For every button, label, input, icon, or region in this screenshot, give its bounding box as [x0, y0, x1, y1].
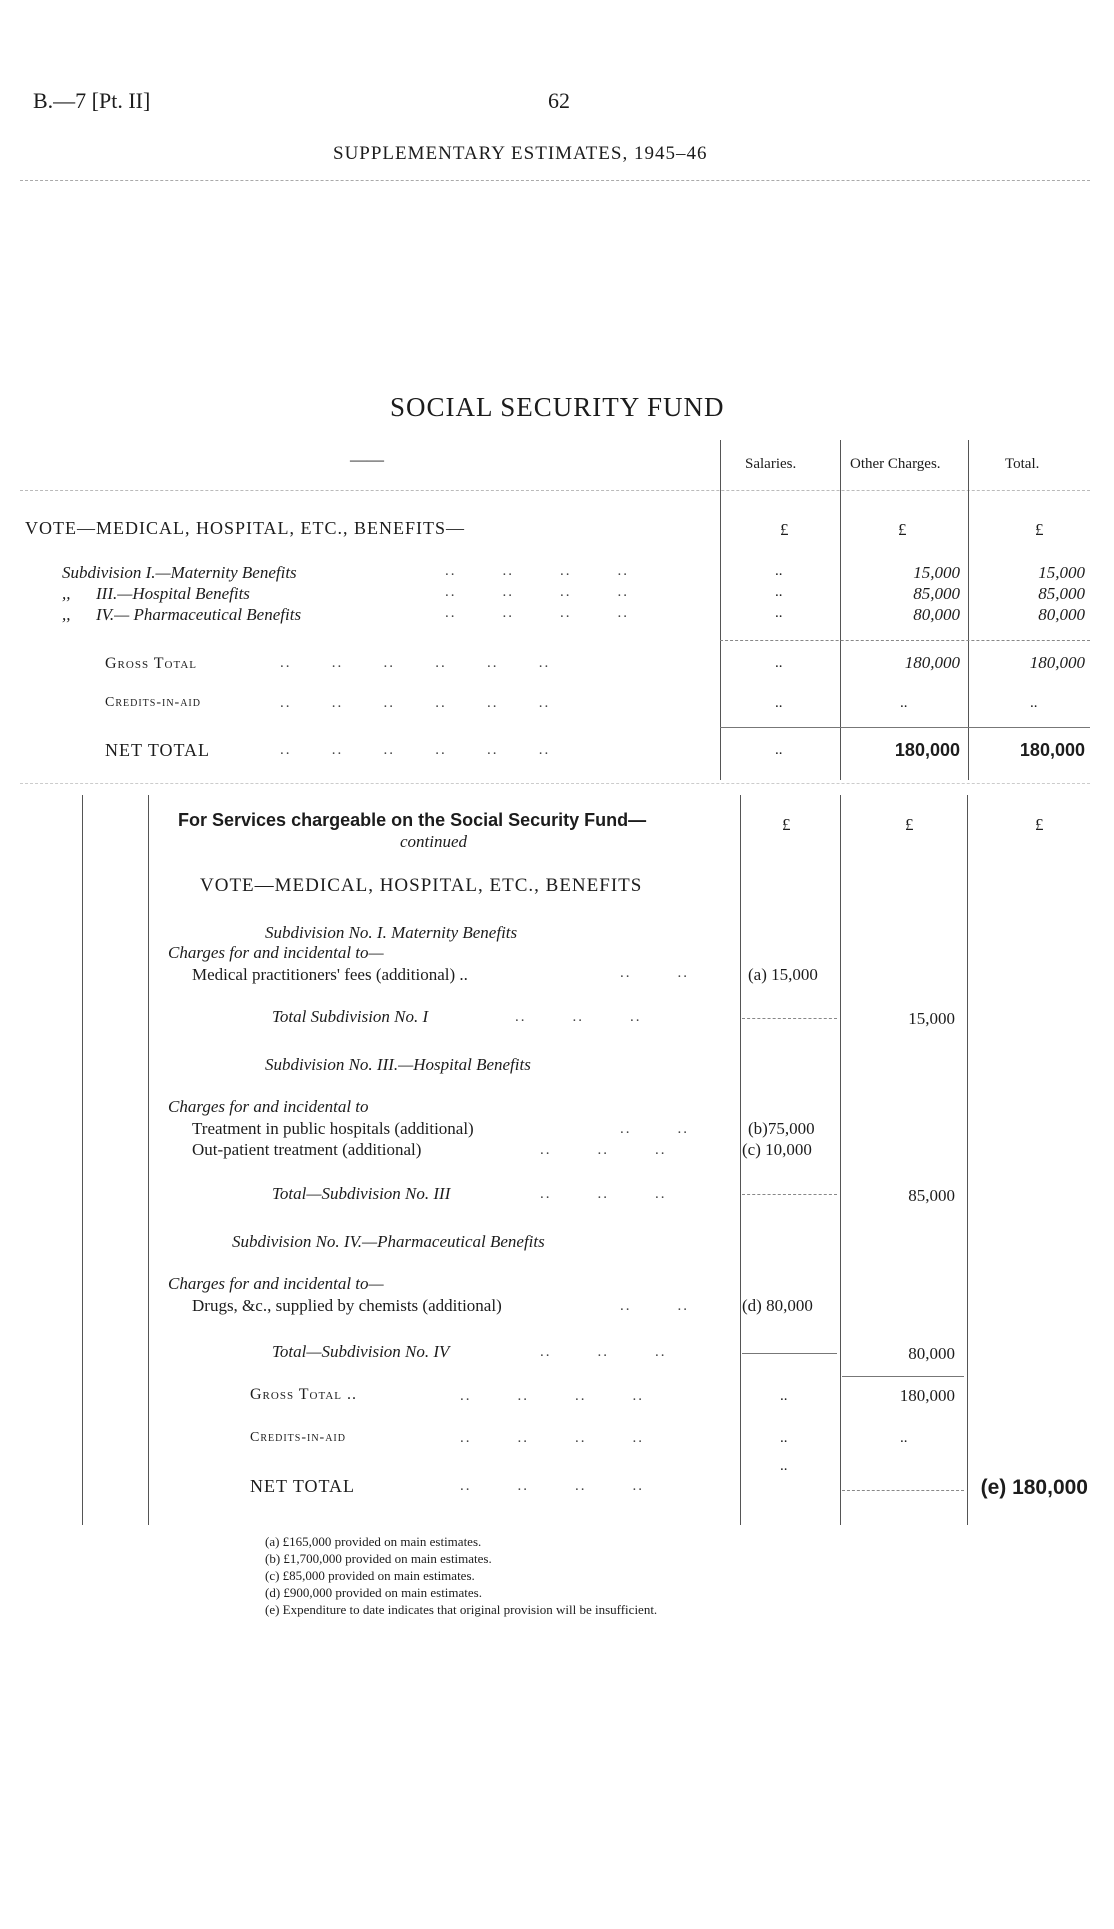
footnote: (c) £85,000 provided on main estimates.: [265, 1568, 475, 1583]
salaries-cell: ..: [775, 655, 783, 671]
footnote: (a) £165,000 provided on main estimates.: [265, 1534, 482, 1549]
charges-heading: Charges for and incidental to: [168, 1097, 369, 1116]
row-label: Credits-in-aid: [105, 695, 201, 710]
row-label: ,, III.—Hospital Benefits: [62, 584, 250, 603]
header-rule: [20, 180, 1090, 181]
total-cell: 15,000: [1038, 563, 1085, 582]
subdivision-title: Subdivision No. III.—Hospital Benefits: [265, 1055, 531, 1074]
other-charges-cell: 85,000: [913, 584, 960, 603]
column-rule: [840, 440, 841, 780]
section-heading: For Services chargeable on the Social Security Fund—: [178, 810, 647, 830]
charges-heading: Charges for and incidental to—: [168, 1274, 384, 1293]
salaries-cell: ..: [780, 1458, 788, 1474]
line-item-value: (d) 80,000: [742, 1296, 813, 1315]
currency-symbol: £: [905, 815, 914, 834]
subdivision-title: Subdivision No. I. Maternity Benefits: [265, 923, 518, 942]
total-cell: ..: [1030, 695, 1038, 711]
subtotal-rule: [742, 1194, 837, 1195]
subdivision-total-label: Total—Subdivision No. IV: [272, 1342, 450, 1361]
total-cell: 180,000: [1019, 740, 1085, 760]
currency-symbol: £: [1035, 520, 1044, 539]
total-cell: 80,000: [1038, 605, 1085, 624]
page-number: 62: [548, 88, 570, 113]
net-total-rule: [720, 727, 1090, 728]
column-rule: [967, 795, 968, 1525]
currency-symbol: £: [898, 520, 907, 539]
other-charges-cell: 180,000: [899, 1386, 955, 1405]
salaries-cell: ..: [775, 584, 783, 600]
line-item-label: Out-patient treatment (additional): [192, 1140, 422, 1159]
row-label: NET TOTAL: [250, 1476, 356, 1496]
document-reference: B.—7 [Pt. II]: [33, 88, 151, 113]
column-dash: ——: [350, 450, 384, 469]
column-header-salaries: Salaries.: [745, 456, 797, 472]
page-title: SUPPLEMENTARY ESTIMATES, 1945–46: [333, 143, 708, 164]
subdivision-total-value: 80,000: [908, 1344, 955, 1363]
row-label: ,, IV.— Pharmaceutical Benefits: [62, 605, 302, 624]
salaries-cell: ..: [775, 742, 783, 758]
line-item-label: Drugs, &c., supplied by chemists (additional): [192, 1296, 502, 1315]
other-charges-cell: 80,000: [913, 605, 960, 624]
header-rule: [20, 490, 1090, 491]
footnote: (e) Expenditure to date indicates that original provision will be insufficient.: [265, 1602, 658, 1617]
line-item-label: Treatment in public hospitals (additional): [192, 1119, 474, 1138]
total-cell: (e) 180,000: [980, 1476, 1088, 1499]
row-label: NET TOTAL: [105, 740, 211, 760]
salaries-cell: ..: [775, 563, 783, 579]
charges-heading: Charges for and incidental to—: [168, 943, 384, 962]
column-rule: [840, 795, 841, 1525]
other-charges-cell: ..: [900, 1430, 908, 1446]
line-item-value: (b)75,000: [748, 1119, 815, 1138]
column-header-total: Total.: [1005, 456, 1040, 472]
other-charges-cell: 180,000: [904, 653, 960, 672]
other-charges-cell: 180,000: [894, 740, 960, 760]
footnote: (b) £1,700,000 provided on main estimates.: [265, 1551, 492, 1566]
currency-symbol: £: [1035, 815, 1044, 834]
line-item-value: (c) 10,000: [742, 1140, 812, 1159]
currency-symbol: £: [780, 520, 789, 539]
subtotal-rule: [720, 640, 1090, 641]
section-heading-continued: continued: [400, 832, 468, 851]
vote-heading: VOTE—MEDICAL, HOSPITAL, ETC., BENEFITS—: [25, 518, 466, 538]
salaries-cell: ..: [780, 1430, 788, 1446]
margin-rule: [82, 795, 83, 1525]
subtotal-rule: [742, 1018, 837, 1019]
fund-title: SOCIAL SECURITY FUND: [390, 392, 725, 422]
net-total-rule: [842, 1490, 964, 1491]
row-label: Subdivision I.—Maternity Benefits: [62, 563, 297, 582]
line-item-label: Medical practitioners' fees (additional) ..: [192, 965, 468, 984]
footnote: (d) £900,000 provided on main estimates.: [265, 1585, 482, 1600]
subdivision-total-label: Total Subdivision No. I: [272, 1007, 429, 1026]
line-item-value: (a) 15,000: [748, 965, 818, 984]
row-label: Gross Total ..: [250, 1386, 358, 1403]
total-cell: 180,000: [1029, 653, 1085, 672]
column-rule: [968, 440, 969, 780]
subdivision-total-label: Total—Subdivision No. III: [272, 1184, 451, 1203]
row-label: Credits-in-aid: [250, 1430, 346, 1445]
row-label: Gross Total: [105, 655, 198, 672]
salaries-cell: ..: [775, 605, 783, 621]
subdivision-title: Subdivision No. IV.—Pharmaceutical Benefits: [232, 1232, 545, 1251]
vote-heading: VOTE—MEDICAL, HOSPITAL, ETC., BENEFITS: [200, 875, 643, 896]
subdivision-total-value: 85,000: [908, 1186, 955, 1205]
salaries-cell: ..: [775, 695, 783, 711]
column-rule: [740, 795, 741, 1525]
salaries-cell: ..: [780, 1388, 788, 1404]
margin-rule: [148, 795, 149, 1525]
section-rule: [20, 783, 1090, 784]
column-rule: [720, 440, 721, 780]
column-header-other-charges: Other Charges.: [850, 456, 941, 472]
other-charges-cell: ..: [900, 695, 908, 711]
total-cell: 85,000: [1038, 584, 1085, 603]
subdivision-total-value: 15,000: [908, 1009, 955, 1028]
other-charges-cell: 15,000: [913, 563, 960, 582]
currency-symbol: £: [782, 815, 791, 834]
subtotal-rule: [842, 1376, 964, 1377]
subtotal-rule: [742, 1353, 837, 1354]
